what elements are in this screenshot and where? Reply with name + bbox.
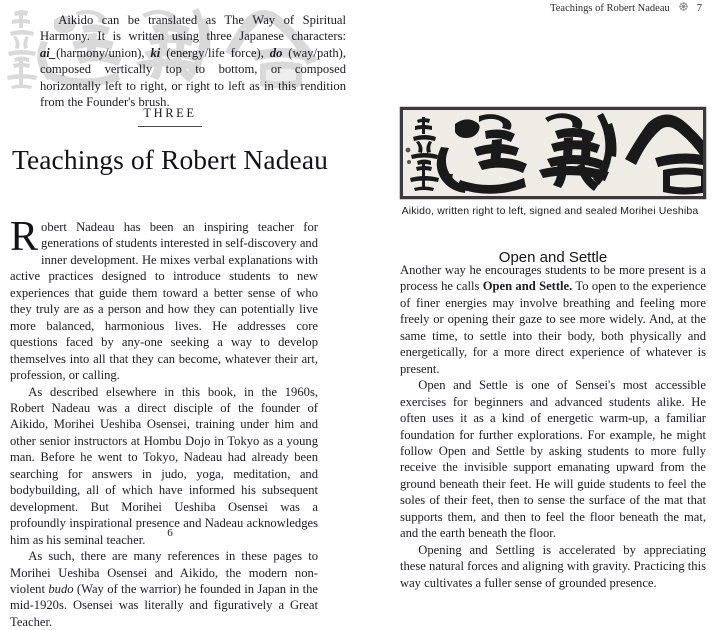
- section-heading-open-and-settle: Open and Settle: [498, 249, 608, 267]
- bold-term-open-and-settle: Open and Settle.: [482, 279, 573, 294]
- term-do: do: [269, 45, 283, 60]
- paragraph-segment: To open to the experience of finer energies may involve breathing and feeling more freely or opening their gaze to see more widely. And, at the same time, to settle into their body, both physically and energetically, for a more direct experience of whatever is present.: [400, 279, 706, 376]
- right-column-intro: [40, 12, 346, 111]
- paragraph-open-and-settle-intro: [400, 262, 706, 377]
- paragraph-accessible-exercise: Open and Settle is one of Sensei's most accessible exercises for beginners and advanced students alike. He often uses it as a kind of energetic warm-up, a familiar foundation for further explorations. For example, he might follow Open and Settle by asking students to more fully receive the invisible support emanating upward from the ground beneath their feet. He will guide students to feel the soles of their feet, then to sense the surface of the mat that supports them, and then to feel the floor beneath the mat, and the earth beneath the floor.: [400, 378, 706, 541]
- running-head-title: Teachings of Robert Nadeau: [550, 2, 670, 14]
- chapter-number-label: THREE: [143, 106, 197, 120]
- term-ai: ai_: [40, 45, 57, 60]
- page-number-right: 7: [696, 2, 702, 14]
- paragraph-nadeau-disciple: As described elsewhere in this book, in the 1960s, Robert Nadeau was a direct disciple of the founder of Aikido, Morihei Ueshiba Osensei, training under him and other senior instructors at Hombu Dojo in Tokyo as a young man. Before he went to Tokyo, Nadeau had already been searching for answers in judo, yoga, meditation, and bodybuilding, all of which have informed his subsequent development. But Morihei Ueshiba Osensei was a profoundly inspirational presence and Nadeau acknowledges him as his seminal teacher.: [10, 384, 318, 547]
- paragraph-segment: As such, there are many references in these pages to Morihei Ueshiba Osensei and Aikido, the modern non-violent: [10, 549, 318, 596]
- paragraph-budo: [10, 548, 318, 630]
- aikido-calligraphy-plate: [400, 107, 706, 199]
- paragraph-text: obert Nadeau has been an inspiring teacher for generations of students interested in self-discovery and inner development. He mixes verbal explanations with active practices designed to introduce students to new experiences that guide them toward a better sense of who they truly are as a person and how they can potentially live more balanced, harmonious lives. He addresses core questions faced by any-one seeking a way to develop themselves into all that they can become, whatever their art, profession, or calling.: [10, 220, 318, 383]
- term-ki: ki: [150, 45, 161, 60]
- plate-caption: Aikido, written right to left, signed and sealed Morihei Ueshiba: [401, 205, 699, 217]
- rosette-icon: [679, 2, 688, 14]
- paragraph-dropcap: [10, 214, 318, 384]
- paragraph-segment: Another way he encourages students to be more present is a process he calls: [400, 263, 706, 294]
- paragraph-segment: (Way of the warrior) he founded in Japan in the mid-1920s. Osensei was literally and figuratively a Great Teacher.: [10, 581, 318, 629]
- paragraph-aikido-translation: [40, 12, 346, 111]
- chapter-rule-divider: [138, 126, 202, 127]
- paragraph-segment: Aikido can be translated as The Way of Spiritual Harmony. It is written using three Japanese characters:: [40, 13, 346, 44]
- right-column-body: [400, 262, 706, 591]
- paragraph-segment: (way/path), composed vertically top to bottom, or composed horizontally left to right, or right to left as in this rendition from the Founder's brush.: [40, 45, 346, 110]
- italic-term-budo: budo: [48, 581, 74, 596]
- page-number-left: 6: [167, 527, 173, 539]
- left-column-body: [10, 214, 318, 630]
- drop-cap-letter: R: [10, 214, 39, 260]
- calligraphy-image: [403, 110, 703, 196]
- running-head: [550, 2, 702, 14]
- paragraph-segment: (energy/life force),: [160, 45, 270, 60]
- paragraph-segment: (harmony/union),: [56, 45, 151, 60]
- chapter-title: Teachings of Robert Nadeau: [11, 144, 329, 176]
- paragraph-grounded-presence: Opening and Settling is accelerated by appreciating these natural forces and aligning with gravity. Practicing this way cultivates a fuller sense of grounded presence.: [400, 542, 706, 590]
